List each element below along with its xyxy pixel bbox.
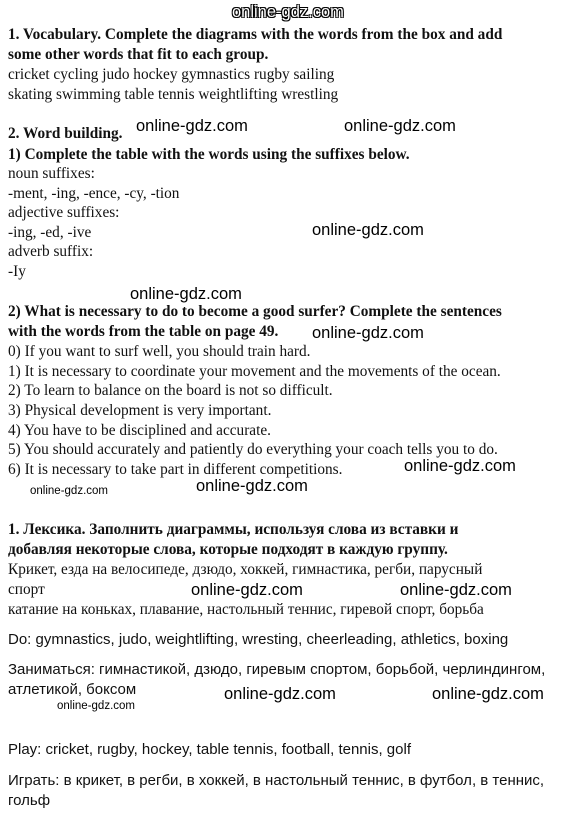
watermark: online-gdz.com — [224, 685, 336, 703]
suffix-line: -ing, -ed, -ive — [8, 224, 92, 241]
watermark: online-gdz.com — [130, 285, 242, 303]
watermark: online-gdz.com — [57, 700, 135, 712]
watermark: online-gdz.com — [196, 477, 308, 495]
suffix-line: noun suffixes: — [8, 165, 95, 182]
ru-heading: 1. Лексика. Заполнить диаграммы, используя слова из вставки и — [8, 521, 459, 538]
sentence: 0) If you want to surf well, you should train hard. — [8, 343, 311, 360]
play-ru-line: гольф — [8, 792, 51, 809]
sentence: 2) To learn to balance on the board is not so difficult. — [8, 382, 333, 399]
play-line: Play: cricket, rugby, hockey, table tennis, football, tennis, golf — [8, 741, 411, 758]
task1-heading: 1. Vocabulary. Complete the diagrams with the words from the box and add — [8, 26, 503, 43]
watermark-top: online-gdz.com — [232, 3, 344, 21]
sentence: 5) You should accurately and patiently do everything your coach tells you to do. — [8, 441, 498, 458]
ru-words: Крикет, езда на велосипеде, дзюдо, хоккей, гимнастика, регби, парусный — [8, 561, 483, 578]
play-ru-line: Играть: в крикет, в регби, в хоккей, в настольный теннис, в футбол, в теннис, — [8, 772, 545, 789]
watermark: online-gdz.com — [312, 221, 424, 239]
watermark: online-gdz.com — [400, 581, 512, 599]
watermark: online-gdz.com — [191, 581, 303, 599]
task2-sub2-heading: 2) What is necessary to do to become a good surfer? Complete the sentences — [8, 303, 502, 320]
watermark: online-gdz.com — [312, 324, 424, 342]
task2-sub1-heading: 1) Complete the table with the words using the suffixes below. — [8, 146, 410, 163]
sentence: 3) Physical development is very important. — [8, 402, 272, 419]
suffix-line: -ment, -ing, -ence, -cy, -tion — [8, 185, 180, 202]
ru-heading: добавляя некоторые слова, которые подходят в каждую группу. — [8, 541, 448, 558]
task1-words: cricket cycling judo hockey gymnastics rugby sailing — [8, 66, 335, 83]
ru-words: катание на коньках, плавание, настольный теннис, гиревой спорт, борьба — [8, 601, 484, 618]
watermark: online-gdz.com — [136, 117, 248, 135]
watermark: online-gdz.com — [404, 457, 516, 475]
do-line: Do: gymnastics, judo, weightlifting, wresting, cheerleading, athletics, boxing — [8, 631, 509, 648]
watermark: online-gdz.com — [30, 485, 108, 497]
ru-words: спорт — [8, 581, 45, 598]
suffix-line: adjective suffixes: — [8, 204, 120, 221]
do-ru-line: Заниматься: гимнастикой, дзюдо, гиревым спортом, борьбой, черлиндингом, — [8, 661, 546, 678]
suffix-line: -Iy — [8, 263, 26, 280]
watermark: online-gdz.com — [344, 117, 456, 135]
sentence: 6) It is necessary to take part in different competitions. — [8, 461, 343, 478]
sentence: 4) You have to be disciplined and accurate. — [8, 422, 271, 439]
task1-words: skating swimming table tennis weightlifting wrestling — [8, 86, 339, 103]
task1-heading: some other words that fit to each group. — [8, 46, 269, 63]
task2-heading: 2. Word building. — [8, 125, 123, 142]
do-ru-line: атлетикой, боксом — [8, 681, 137, 698]
task2-sub2-heading: with the words from the table on page 49. — [8, 323, 279, 340]
watermark: online-gdz.com — [432, 685, 544, 703]
sentence: 1) It is necessary to coordinate your movement and the movements of the ocean. — [8, 363, 501, 380]
suffix-line: adverb suffix: — [8, 243, 94, 260]
